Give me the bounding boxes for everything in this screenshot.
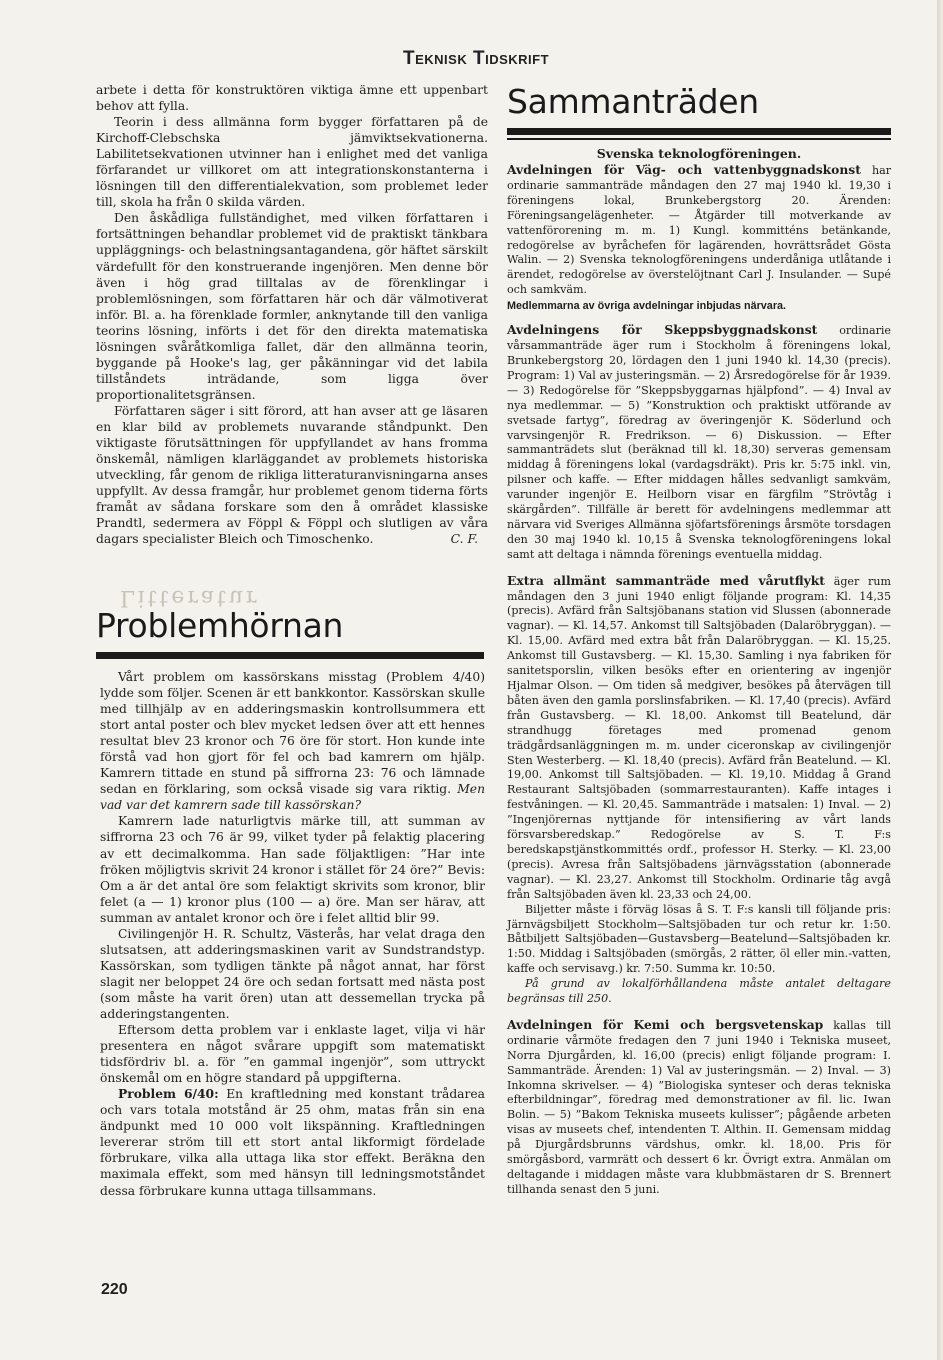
problem-heading-rule: [96, 652, 484, 659]
review-signature: C. F.: [450, 532, 478, 547]
meeting-item-1: [507, 163, 891, 298]
section-title: Svenska teknologföreningen.: [596, 146, 802, 161]
problem-section: [96, 606, 484, 1199]
meeting-item-4-text: kallas till ordinarie vårmöte fredagen den 7 juni 1940 i Tekniska museet, Norra Djurgården, kl. 16,00 (precis) enligt följande program: I. Sammanträde. Ärenden: 1) Val av justeringsmän. — 2) Inval. — 3) Inkomna skrivelser. — 4) ”Biologiska synteser och deras tekniska efterbildningar”, föredrag med demonstrationer av fil. lic. Iwan Bolin. — 5) ”Bakom Tekniska museets kulisser”; pågående arbeten visas av museets chef, intendenten T. Althin. II. Gemensam middag på Djurgårdsbrunns värdshus, omkr. kl. 18,00. Pris för smörgåsbord, varmrätt och dessert 6 kr. Övrigt extra. Anmälan om deltagande i middagen måste vara klubbmästaren dr S. Brennert tillhanda senast den 5 juni.: [507, 1018, 892, 1196]
meeting-item-2-lead: Avdelningens för Skeppsbyggnadskonst: [507, 322, 818, 338]
meeting-item-3-text: äger rum måndagen den 3 juni 1940 enligt följande program: Kl. 14,35 (precis). Avfärd från Saltsjöbanans station vid Slussen (abonnerade vagnar). — Kl. 14,57. Ankomst till Saltsjöbaden (Dalaröbryggan). — Kl. 15,00. Avfärd med extra båt från Dalaröbryggan. — Kl. 15,25. Ankomst till Gustavsberg. — Kl. 15,30. Samling i nya fabriken för sanitetsporslin, vilken besöks efter en orientering av ingenjör Hjalmar Olson. — Om tiden så medgiver, besökes på återvägen till båten även den gamla porslinsfabriken. — Kl. 17,40 (precis). Avfärd från Gustavsberg. — Kl. 18,00. Ankomst till Beatelund, där strandhugg företages med promenad genom trädgårdsanläggningen m. m. under ciceronskap av civilingenjör Sten Westerberg. — Kl. 18,40 (precis). Avfärd från Beatelund. — Kl. 19,00. Ankomst till Saltsjöbaden. — Kl. 19,10. Middag å Grand Restaurant Saltsjöbaden (sommarrestauranten). Kaffe intages i festvåningen. — Kl. 20,45. Sammanträde i matsalen: 1) Inval. — 2) ”Ingenjörernas nyttjande för intensifiering av vårt lands försvarsberedskap.” Redogörelse av S. T. F:s beredskapstjänstkommittés ordf., professor H. Sterky. — Kl. 23,00 (precis). Avresa från Saltsjöbadens järnvägsstation (abonnerade vagnar). — Kl. 23,27. Ankomst till Stockholm. Ordinarie tåg avgå från Saltsjöbaden även kl. 23,33 och 24,00.: [507, 574, 891, 901]
meeting-item-3-tickets: Biljetter måste i förväg lösas å S. T. F:s kansli till följande pris: Järnvägsbiljett Stockholm—Saltsjöbaden tur och retur kr. 1:50. Båtbiljett Saltsjöbaden—Gustavsberg—Beatelund—Saltsjöbaden kr. 1:50. Middag i Saltsjöbaden (smörgås, 2 rätter, öl eller min.-vatten, kaffe och servisavg.) kr. 7:50. Summa kr. 10:50.: [507, 902, 891, 976]
meeting-item-1-note: Medlemmarna av övriga avdelningar inbjudas närvara.: [507, 300, 787, 313]
left-paragraph-3: Den åskådliga fullständighet, med vilken författaren i fortsättningen behandlar problemet vid de praktiskt tänkbara uppläggnings- och belastningsantagandena, gör häftet särskilt värdefullt för den konstruerande ingenjören. Men denne bör även i hög grad tilltalas av de förenklingar i problemlösningen, som författaren här och där välmotiverat inför. Bl. a. ha förenklade formler, anknytande till den vanliga teorins lösning, införts i det för den direkta matematiska lösningen svåråtkomliga fallet, där den allmänna teorin, byggande på Hooke's lag, ger påkänningar vid det labila tillståndets inträdande, som ligga över proportionalitetsgränsen.: [96, 211, 488, 402]
meetings-heading-rule: [507, 128, 891, 135]
meeting-item-2: [507, 323, 891, 563]
meeting-item-3-lead: Extra allmänt sammanträde med vårutflykt: [507, 572, 825, 588]
problem-body: [100, 669, 485, 1199]
problem6-text: En kraftledning med konstant trådarea och vars totala motstånd är 25 ohm, matas från sin ena ändpunkt med 10 000 volt likspänning. Kraftledningen levererar ström till ett stort antal likformigt fördelade förbrukare, vilka alla uttaga lika stor effekt. Beräkna den maximala effekt, som med hänsyn till ledningsmotståndet dessa förbrukare kunna uttaga tillsammans.: [100, 1087, 486, 1198]
meeting-item-2-text: ordinarie vårsammanträde äger rum i Stockholm å föreningens lokal, Brunkebergstorg 20, lördagen den 1 juni 1940 kl. 14,30 (precis). Program: 1) Val av justeringsmän. — 2) Årsredogörelse för år 1939. — 3) Redogörelse för ”Skeppsbyggarnas hjälpfond”. — 4) Inval av nya medlemmar. — 5) ”Konstruktion och praktiskt utförande av svetsade fartyg”, föredrag av överingenjör K. Söderlund och varvsingenjör R. Fredrikson. — 6) Diskussion. — Efter sammanträdets slut (beräknad till kl. 18,30) serveras gemensam middag å föreningens lokal (vardagsdräkt). Pris kr. 5:75 inkl. vin, pilsner och kaffe. — Efter middagen hålles sedvanligt samkväm, varunder ingenjör E. Heilborn visar en färgfilm ”Strövtåg i skärgården”. Tillfälle är berett för avdelningens medlemmar att närvara vid Sveriges Allmänna sjöfartsförenings årsmöte torsdagen den 30 maj 1940 kl. 10,15 å Svenska teknologföreningens lokal samt att deltaga i nämnda förenings eventuella middag.: [507, 324, 891, 561]
meeting-item-1-text: har ordinarie sammanträde måndagen den 27 maj 1940 kl. 19,30 i föreningens lokal, Brunkebergstorg 20. Ärenden: Föreningsangelägenheter. — Åtgärder till motverkande av vattenförorening m. m. 1) Kungl. kommitténs betänkande, redogörelse av byråchefen för lagärenden, hovrättsrådet Gösta Walin. — 2) Svenska teknologföreningens underdåniga utlåtande i ärendet, redogörelse av överstelöjtnant Carl J. Insulander. — Supé och samkväm.: [507, 164, 892, 297]
problem-paragraph-2: Kamrern lade naturligtvis märke till, att summan av siffrorna 23 och 76 är 99, vilket tyder på felaktig placering av ett decimalkomma. Han sade följaktligen: ”Har inte fröken möjligtvis skrivit 24 kronor i stället för 24 öre?” Bevis: Om a är det antal öre som felaktigt skrivits som kronor, blir felet (a — 1) kronor plus (100 — a) öre. Man ser härav, att summan av antalet kronor och öre i felet alltid blir 99.: [100, 814, 485, 925]
masthead: Teknisk Tidskrift: [403, 48, 550, 69]
problem-question: Men vad var det kamrern sade till kassörskan?: [100, 782, 486, 813]
faded-show-through-text: Litteratur: [120, 585, 260, 610]
meeting-item-4-lead: Avdelningen för Kemi och bergsvetenskap: [507, 1016, 824, 1032]
problem-paragraph-4: Eftersom detta problem var i enklaste laget, vilja vi här presentera en något svårare uppgift som matematiskt tidsfördriv bl. a. för ”en gammal ingenjör”, som uttryckt önskemål om en högre standard på uppgifterna.: [100, 1023, 485, 1086]
left-paragraph-4: [96, 403, 488, 547]
meeting-item-4: [507, 1018, 891, 1198]
problem6-lead: Problem 6/40:: [118, 1086, 219, 1102]
meeting-item-3-italic-note: På grund av lokalförhållandena måste antalet deltagare begränsas till 250.: [507, 977, 891, 1006]
page-edge: [937, 0, 943, 1360]
left-paragraph-2: Teorin i dess allmänna form bygger författaren på de Kirchoff-Clebschska jämviktsekvationerna. Labilitetsekvationen utvinner han i enlighet med det vanliga förfarandet ur villkoret om att integrationskonstanterna i lösningen till den differentialekvation, som problemet leder till, skola ha från 0 skilda värden.: [96, 115, 488, 210]
left-paragraph-4-text: Författaren säger i sitt förord, att han avser att ge läsaren en klar bild av problemets nuvarande ståndpunkt. Den viktigaste förutsättningen för uppfyllandet av hans fromma önskemål, nämligen klarläggandet av problemets historiska utveckling, får genom de rikliga litteraturanvisningarna anses uppfyllt. Av dessa framgår, hur problemet genom tiderna förts framåt av sådana forskare som den å området klassiske Prandtl, sedermera av Föppl & Föppl och slutligen av våra dagars specialister Bleich och Timoschenko.: [96, 403, 488, 547]
left-paragraph-1: arbete i detta för konstruktören viktiga ämne ett uppenbart behov att fylla.: [96, 83, 488, 114]
problem-heading: Problemhörnan: [96, 606, 344, 645]
problem-paragraph-1: [100, 669, 485, 813]
left-column: [96, 82, 488, 547]
problem-paragraph-3: Civilingenjör H. R. Schultz, Västerås, har velat draga den slutsatsen, att adderingsmaskinen varit av Sundstrandstyp. Kassörskan, som tydligen tänkte på något annat, har först slagit ner beloppet 24 öre och sedan fortsatt med nästa post (som måste ha varit ören) utan att dessemellan trycka på adderingstangenten.: [100, 926, 485, 1021]
page-number: 220: [101, 1281, 128, 1298]
meetings-heading-rule-thin: [507, 138, 891, 140]
right-column: [507, 82, 891, 1198]
problem6-paragraph: [100, 1086, 485, 1198]
problem-paragraph-1-text: Vårt problem om kassörskans misstag (Problem 4/40) lydde som följer. Scenen är ett bankkontor. Kassörskan skulle med tillhjälp av en adderingsmaskin kontrollsummera ett stort antal poster och blev mycket ledsen över att ett hennes resultat blev 23 kronor och 76 öre för stort. Hon kunde inte förstå vad hon gjort för fel och bad kamrern om hjälp. Kamrern tittade en stund på siffrorna 23: 76 och lämnade sedan en förklaring, som också visade sig vara riktig.: [100, 670, 485, 797]
meetings-heading: Sammanträden: [507, 82, 759, 121]
meeting-item-3: [507, 574, 891, 903]
meeting-item-1-lead: Avdelningen för Väg- och vattenbyggnadskonst: [507, 162, 861, 177]
